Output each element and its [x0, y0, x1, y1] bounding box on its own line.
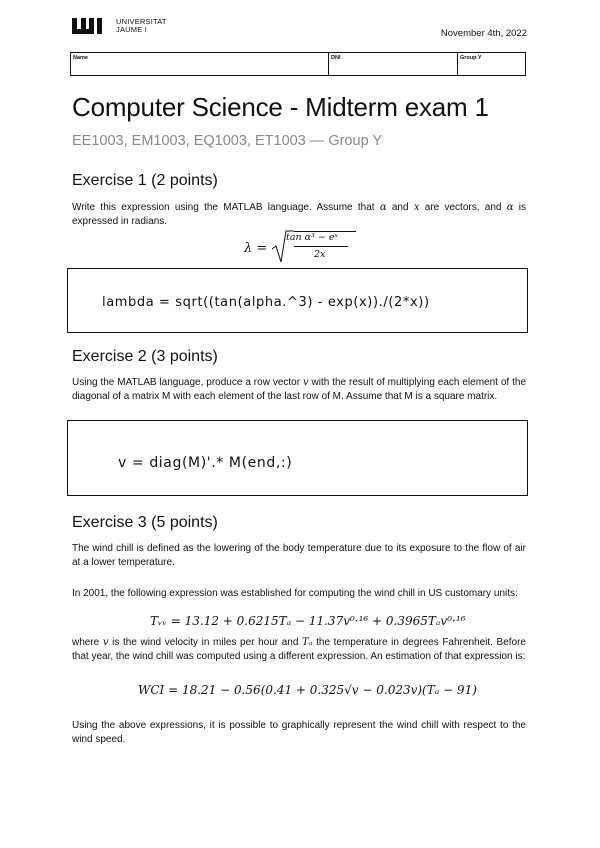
formula-lhs: λ = [244, 241, 268, 256]
exercise-1-formula [244, 229, 364, 265]
institution-line1: UNIVERSITAT [116, 17, 167, 26]
name-label: Name [73, 55, 88, 61]
exercise-1-handwritten-answer: lambda = sqrt((tan(alpha.^3) - exp(x))./(2*x)) [102, 295, 430, 310]
dni-label: DNI [331, 55, 341, 61]
page-title: Computer Science - Midterm exam 1 [72, 92, 489, 122]
exercise-3-paragraph-1: The wind chill is defined as the lowering of the body temperature due to its exposure to the flow of air at a lower temperature. [72, 543, 526, 568]
exam-date: November 4th, 2022 [440, 28, 527, 39]
uji-logo-mark-icon [72, 18, 112, 34]
exercise-2-heading: Exercise 2 (3 points) [72, 348, 218, 365]
formula-denominator: 2x [314, 249, 326, 260]
exercise-2-statement: Using the MATLAB language, produce a row vector v with the result of multiplying each element of the diagonal of a matrix M with each element of the last row of M. Assume that M is a square matrix. [72, 377, 527, 402]
dni-field[interactable] [328, 53, 457, 75]
exercise-2-answer-box[interactable] [67, 420, 528, 496]
university-logo [72, 18, 167, 34]
exercise-2-handwritten-answer: v = diag(M)'.* M(end,:) [118, 455, 293, 471]
student-id-table [70, 52, 526, 76]
name-field[interactable] [71, 53, 328, 75]
exercise-3-paragraph-4: Using the above expressions, it is possible to graphically represent the wind chill with respect to the wind speed. [72, 720, 526, 745]
exercise-3-paragraph-2: In 2001, the following expression was established for computing the wind chill in US customary units: [72, 588, 518, 599]
wind-chill-index-equation: WCI = 18.21 − 0.56(0.41 + 0.325√v − 0.023v)(Tₐ − 91) [138, 683, 477, 697]
exercise-1-answer-box[interactable] [67, 268, 528, 333]
course-codes: EE1003, EM1003, EQ1003, ET1003 — Group Y [72, 133, 383, 149]
exercise-1-heading: Exercise 1 (2 points) [72, 172, 218, 189]
exercise-1-statement: Write this expression using the MATLAB language. Assume that α and x are vectors, and α is expressed in radians. [72, 202, 527, 227]
institution-line2: JAUME I [116, 25, 147, 34]
group-field[interactable] [457, 53, 525, 75]
exercise-3-heading: Exercise 3 (5 points) [72, 514, 218, 531]
exercise-3-paragraph-3: where v is the wind velocity in miles per hour and Tₐ the temperature in degrees Fahrenheit. Before that year, the wind chill was computed using a different expression. An estimation of that expression is: [72, 637, 526, 662]
wind-chill-equation-2001: Tᵥᵥ = 13.12 + 0.6215Tₐ − 11.37v⁰·¹⁶ + 0.3965Tₐv⁰·¹⁶ [150, 614, 466, 628]
group-label: Group Y [460, 55, 482, 61]
formula-numerator: tan α³ − eˣ [286, 232, 338, 243]
